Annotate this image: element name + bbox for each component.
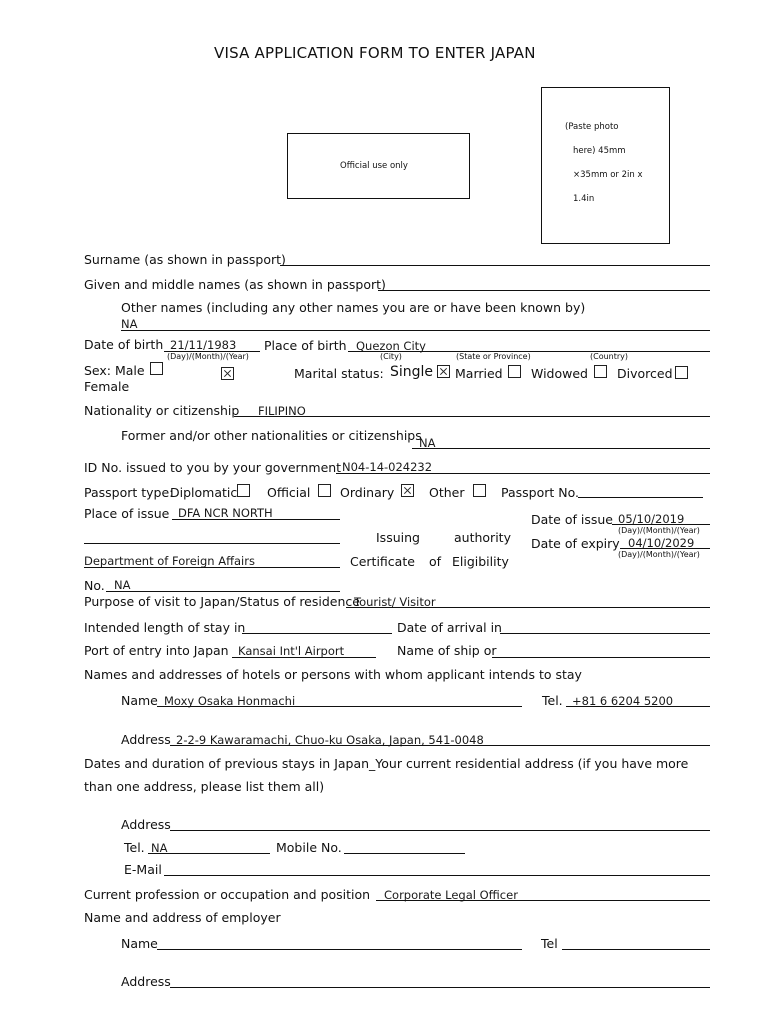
hotel-name-label: Name <box>121 693 158 708</box>
id-no-field[interactable] <box>336 473 710 474</box>
former-nationality-field[interactable] <box>412 448 710 449</box>
issuing-authority-value: Department of Foreign Affairs <box>84 554 255 568</box>
employer-name-label: Name <box>121 936 158 951</box>
residence-tel-label: Tel. <box>124 840 145 855</box>
eligibility-label: Eligibility <box>452 554 509 569</box>
mobile-label: Mobile No. <box>276 840 342 855</box>
female-label: Female <box>84 379 130 394</box>
single-label: Single <box>390 364 434 380</box>
date-of-arrival-field[interactable] <box>500 633 710 634</box>
employer-label: Name and address of employer <box>84 910 281 925</box>
other-checkbox[interactable] <box>473 484 486 497</box>
length-of-stay-field[interactable] <box>242 633 392 634</box>
dob-value: 21/11/1983 <box>170 338 237 352</box>
other-names-label: Other names (including any other names you are or have been known by) <box>121 300 586 315</box>
dob-label: Date of birth <box>84 337 164 352</box>
nationality-value: FILIPINO <box>258 404 306 418</box>
of-label: of <box>429 554 442 569</box>
hotel-name-value: Moxy Osaka Honmachi <box>164 694 296 708</box>
nationality-field[interactable] <box>234 416 710 417</box>
hotel-tel-value: +81 6 6204 5200 <box>572 694 674 708</box>
diplomatic-label: Diplomatic <box>170 485 238 500</box>
ordinary-label: Ordinary <box>340 485 395 500</box>
nationality-label: Nationality or citizenship <box>84 403 240 418</box>
place-of-issue-value: DFA NCR NORTH <box>178 506 273 520</box>
cert-no-label: No. <box>84 578 105 593</box>
date-of-expiry-field[interactable] <box>620 548 710 549</box>
previous-stays-label: Dates and duration of previous stays in Japan_Your current residential address (if you have more <box>84 756 689 771</box>
residence-address-label: Address <box>121 817 171 832</box>
photo-line-4: 1.4in <box>573 194 595 204</box>
photo-line-3: ×35mm or 2in x <box>573 170 643 180</box>
port-of-entry-field[interactable] <box>232 657 376 658</box>
divorced-label: Divorced <box>617 366 673 381</box>
place-of-issue-label: Place of issue <box>84 506 170 521</box>
divorced-checkbox[interactable] <box>675 366 688 379</box>
hotel-address-value: 2-2-9 Kawaramachi, Chuo-ku Osaka, Japan, 541-0048 <box>176 733 484 747</box>
employer-tel-field[interactable] <box>562 949 710 950</box>
official-use-label: Official use only <box>340 161 408 171</box>
hotel-name-field[interactable] <box>157 706 522 707</box>
surname-label: Surname (as shown in passport) <box>84 252 286 267</box>
passport-no-field[interactable] <box>578 497 703 498</box>
profession-value: Corporate Legal Officer <box>384 888 518 902</box>
issue-date-hint: (Day)/(Month)/(Year) <box>618 526 700 535</box>
ship-label: Name of ship or <box>397 643 497 658</box>
hotel-tel-field[interactable] <box>566 706 710 707</box>
married-label: Married <box>455 366 503 381</box>
port-of-entry-label: Port of entry into Japan <box>84 643 229 658</box>
diplomatic-checkbox[interactable] <box>237 484 250 497</box>
profession-label: Current profession or occupation and position <box>84 887 371 902</box>
expiry-date-hint: (Day)/(Month)/(Year) <box>618 550 700 559</box>
id-no-label: ID No. issued to you by your government <box>84 460 342 475</box>
issuing-authority-line-1[interactable] <box>84 543 340 544</box>
profession-field[interactable] <box>376 900 710 901</box>
purpose-value: Tourist/ Visitor <box>354 595 436 609</box>
employer-address-field[interactable] <box>170 987 710 988</box>
married-checkbox[interactable] <box>508 365 521 378</box>
ship-field[interactable] <box>492 657 710 658</box>
employer-address-label: Address <box>121 974 171 989</box>
date-of-expiry-value: 04/10/2029 <box>628 536 695 550</box>
widowed-label: Widowed <box>531 366 588 381</box>
residence-tel-field[interactable] <box>148 853 270 854</box>
official-checkbox[interactable] <box>318 484 331 497</box>
employer-tel-label: Tel <box>541 936 558 951</box>
hotel-address-label: Address <box>121 732 171 747</box>
photo-box[interactable] <box>541 87 670 244</box>
id-no-value: N04-14-024232 <box>342 460 433 474</box>
city-hint: (City) <box>380 352 402 361</box>
hotel-address-field[interactable] <box>170 745 710 746</box>
hotel-tel-label: Tel. <box>542 693 563 708</box>
residence-address-field[interactable] <box>170 830 710 831</box>
previous-stays-label-2: than one address, please list them all) <box>84 779 325 794</box>
mobile-field[interactable] <box>344 853 465 854</box>
other-names-value: NA <box>121 317 138 331</box>
passport-no-label: Passport No. <box>501 485 580 500</box>
issuing-label: Issuing <box>376 530 420 545</box>
photo-line-2: here) 45mm <box>573 146 626 156</box>
former-nationality-label: Former and/or other nationalities or citizenships <box>121 428 422 443</box>
place-of-birth-label: Place of birth <box>264 338 347 353</box>
country-hint: (Country) <box>590 352 629 361</box>
employer-name-field[interactable] <box>157 949 522 950</box>
date-of-issue-label: Date of issue <box>531 512 613 527</box>
male-checkbox[interactable] <box>150 362 163 375</box>
official-use-box <box>287 133 470 199</box>
cert-no-value: NA <box>114 578 131 592</box>
given-names-label: Given and middle names (as shown in passport) <box>84 277 386 292</box>
date-of-expiry-label: Date of expiry <box>531 536 620 551</box>
cert-no-field[interactable] <box>106 591 340 592</box>
ordinary-checkbox[interactable] <box>401 484 414 497</box>
passport-type-label: Passport type: <box>84 485 174 500</box>
dob-hint: (Day)/(Month)/(Year) <box>167 352 249 361</box>
other-names-field[interactable] <box>121 330 710 331</box>
single-checkbox[interactable] <box>437 365 450 378</box>
email-field[interactable] <box>164 875 710 876</box>
date-of-arrival-label: Date of arrival in <box>397 620 502 635</box>
date-of-issue-value: 05/10/2019 <box>618 512 685 526</box>
place-of-birth-value: Quezon City <box>356 339 426 353</box>
photo-line-1: (Paste photo <box>565 122 619 132</box>
hotels-header: Names and addresses of hotels or persons with whom applicant intends to stay <box>84 667 582 682</box>
residence-tel-value: NA <box>151 841 168 855</box>
former-nationality-value: NA <box>419 436 436 450</box>
date-of-issue-field[interactable] <box>612 524 710 525</box>
purpose-field[interactable] <box>346 607 710 608</box>
female-checkbox[interactable] <box>221 367 234 380</box>
widowed-checkbox[interactable] <box>594 365 607 378</box>
length-of-stay-label: Intended length of stay in <box>84 620 246 635</box>
marital-status-label: Marital status: <box>294 366 384 381</box>
authority-label: authority <box>454 530 511 545</box>
purpose-label: Purpose of visit to Japan/Status of residence <box>84 594 360 609</box>
certificate-label: Certificate <box>350 554 415 569</box>
other-label: Other <box>429 485 465 500</box>
given-names-field[interactable] <box>378 290 710 291</box>
sex-male-label: Sex: Male <box>84 363 145 378</box>
official-label: Official <box>267 485 311 500</box>
issuing-authority-field[interactable] <box>84 567 340 568</box>
form-title: VISA APPLICATION FORM TO ENTER JAPAN <box>214 44 536 62</box>
state-hint: (State or Province) <box>456 352 531 361</box>
port-of-entry-value: Kansai Int'l Airport <box>238 644 345 658</box>
email-label: E-Mail <box>124 862 162 877</box>
place-of-issue-field[interactable] <box>172 519 340 520</box>
surname-field[interactable] <box>280 265 710 266</box>
